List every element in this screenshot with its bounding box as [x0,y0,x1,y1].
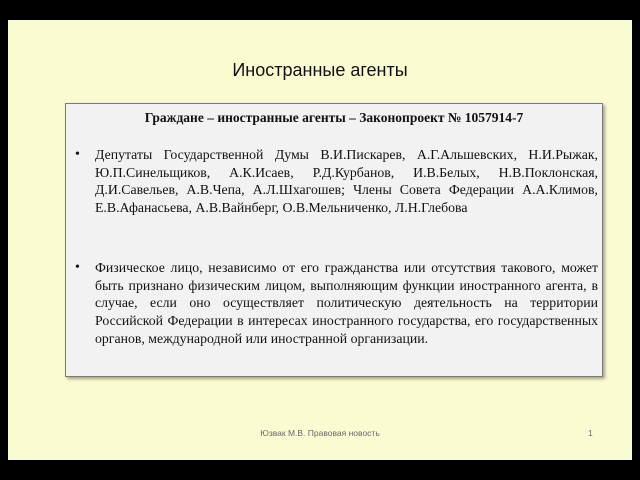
bullet-text-definition: Физическое лицо, независимо от его гражданства или отсутствия такового, может быть признано физическим лицом, выполняющим функции иностранного агента, в случае, если оно осуществляет политическую деятельность на территории Российской Федерации в интересах иностранного государства, его государственных органов, международной или иностранной организации. [95,260,598,346]
content-box [65,103,603,377]
slide [8,20,632,460]
box-heading: Граждане – иностранные агенты – Законопроект № 1057914-7 [144,110,524,125]
bullet-text-sponsors: Депутаты Государственной Думы В.И.Пискарев, А.Г.Альшевских, Н.И.Рыжак, Ю.П.Синельщиков, А.К.Исаев, Р.Д.Курбанов, И.В.Белых, Н.В.Поклонская, Д.И.Савельев, А.В.Чепа, А.Л.Шхагошев; Члены Совета Федерации А.А.Климов, Е.В.Афанасьева, А.В.Вайнберг, О.В.Мельниченко, Л.Н.Глебова [95,147,598,216]
footer-author: Юзвак М.В. Правовая новость [260,428,380,438]
bullet-icon: • [75,260,80,275]
page-number: 1 [588,428,593,438]
slide-title: Иностранные агенты [232,60,408,80]
bullet-icon: • [75,147,80,162]
